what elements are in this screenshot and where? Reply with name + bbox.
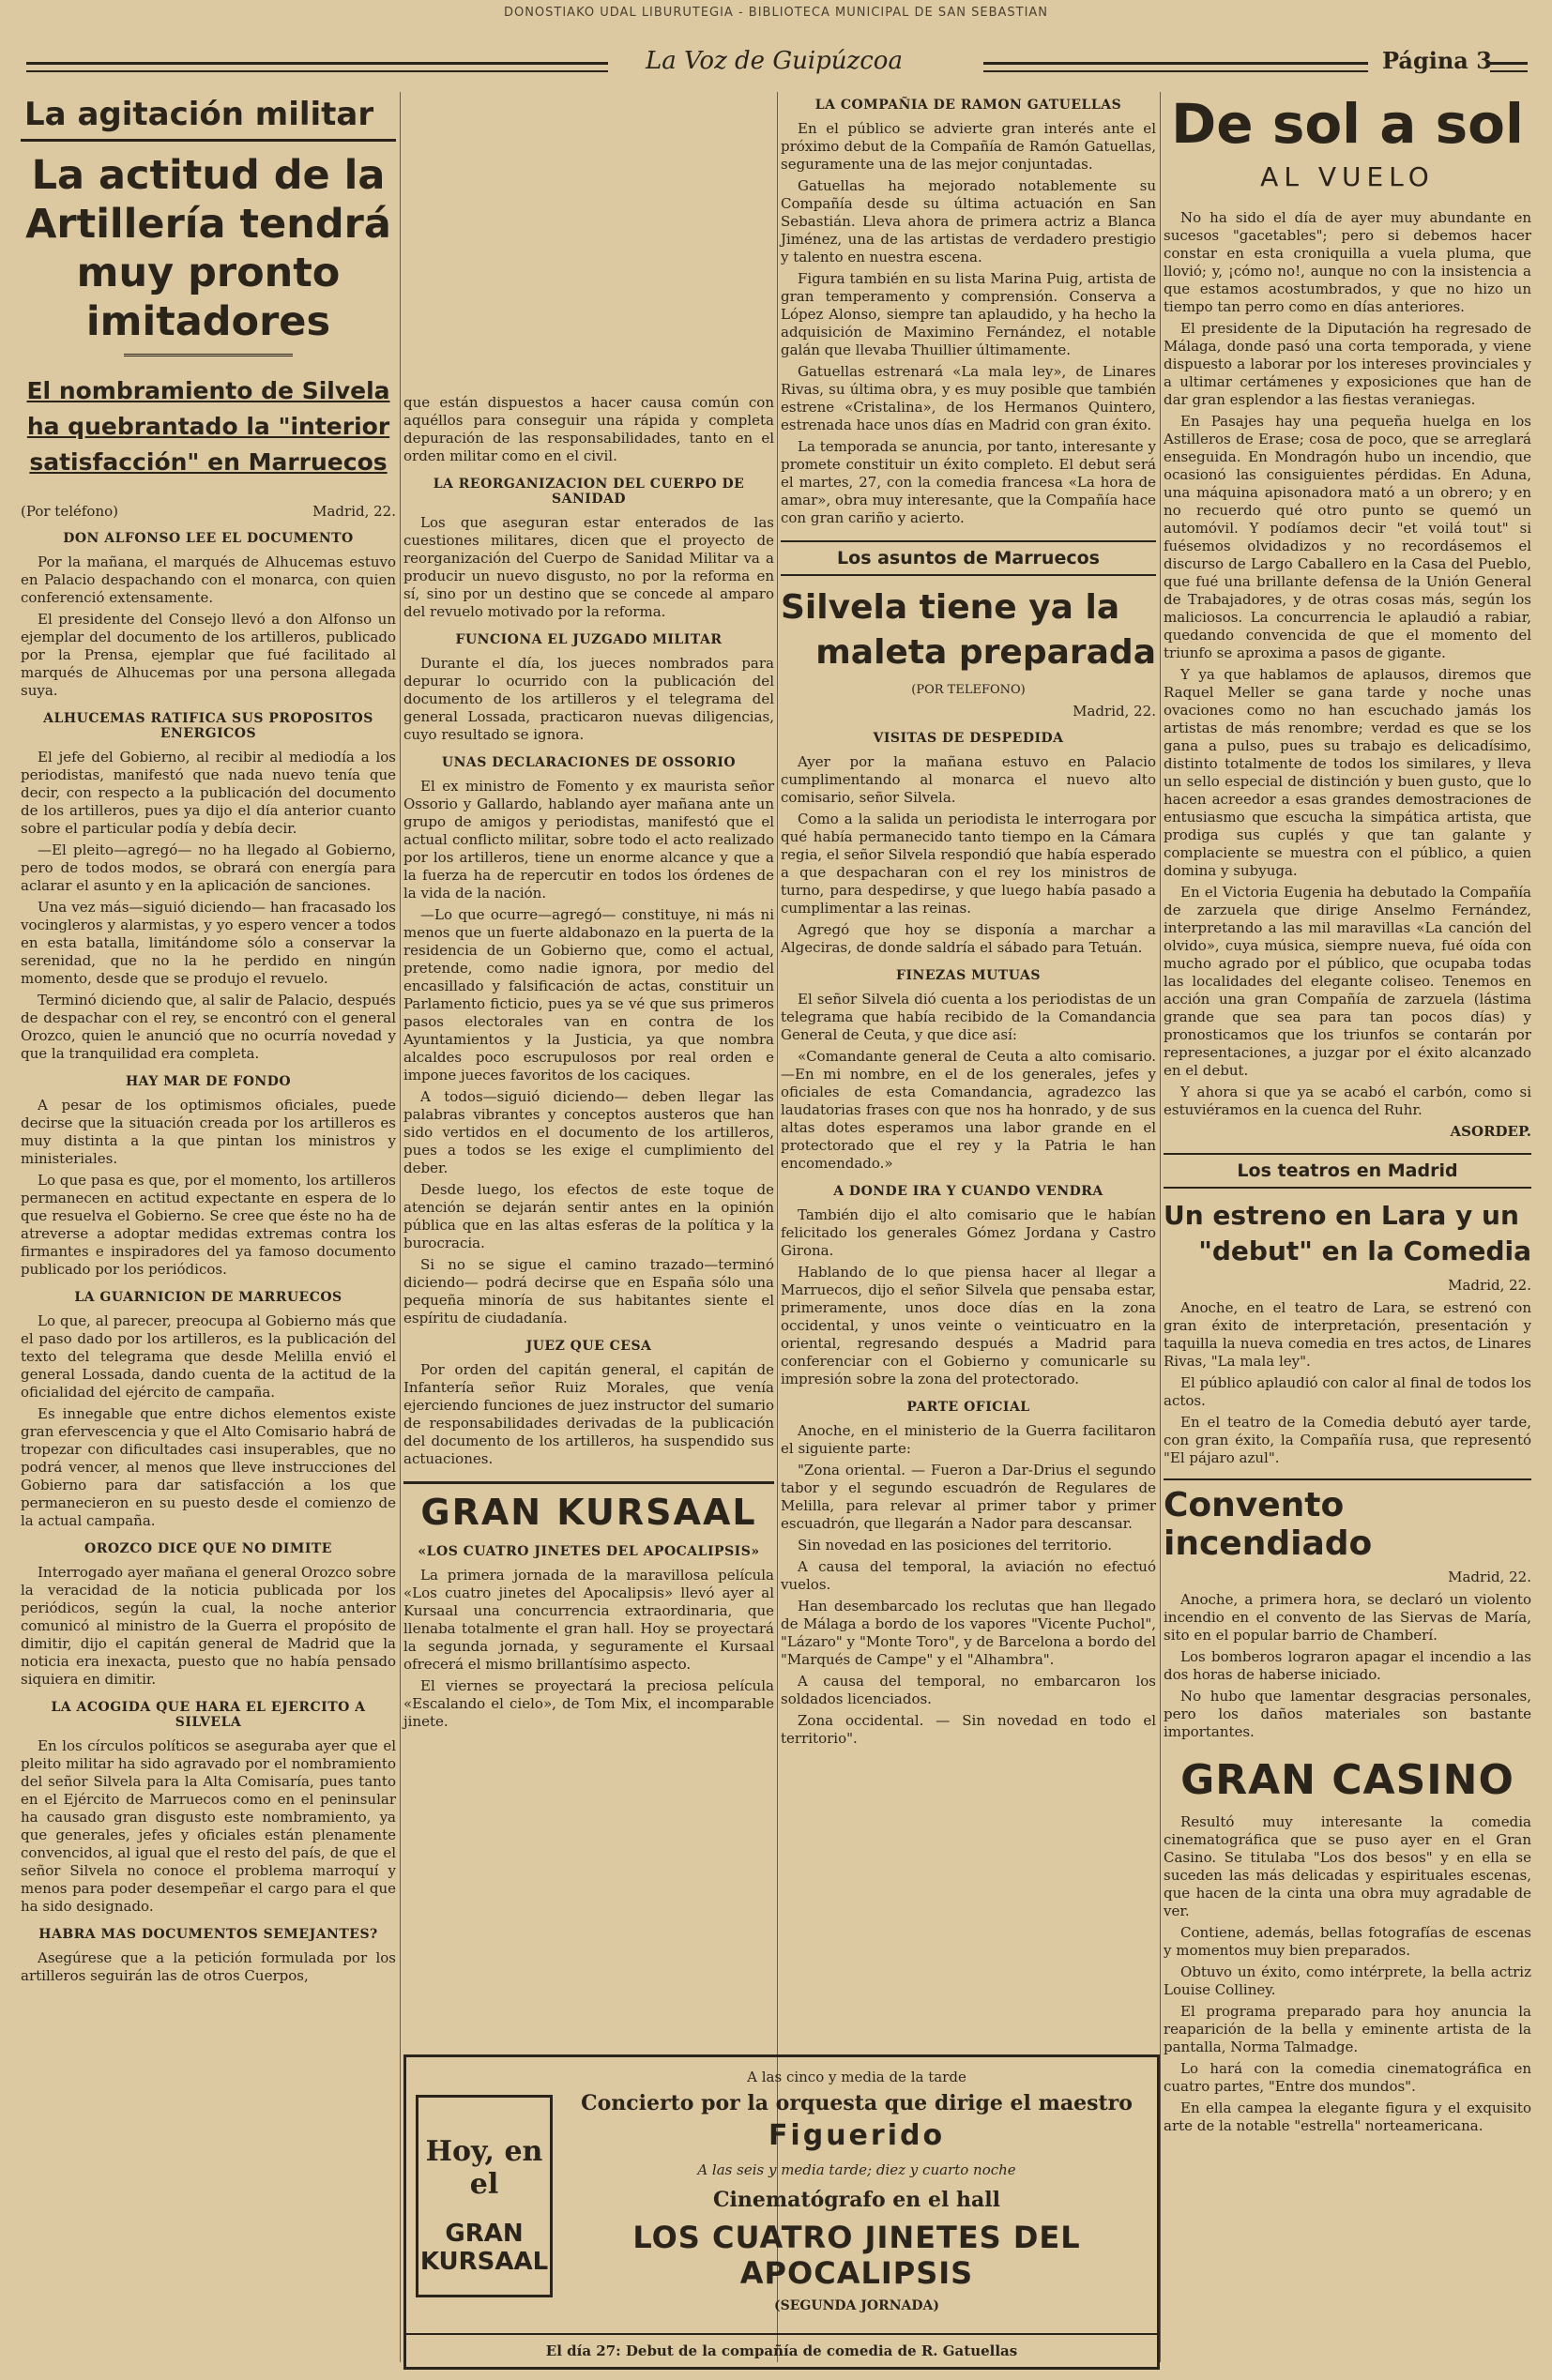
paragraph: En el teatro de la Comedia debutó ayer tarde, con gran éxito, la Compañía rusa, que representó "El pájaro azul". [1164,1414,1531,1466]
paragraph: Y ahora si que ya se acabó el carbón, como si estuviéramos en la cuenca del Ruhr. [1164,1084,1531,1118]
paragraph: Si no se sigue el camino trazado—terminó diciendo— podrá decirse que en España sólo una pequeña minoría de sus habitantes siente el espíritu de ciudadanía. [403,1256,774,1326]
paragraph: No hubo que lamentar desgracias personales, pero los daños materiales son bastante importantes. [1164,1688,1531,1740]
paragraph: —El pleito—agregó— no ha llegado al Gobierno, pero de todos modos, se obrará con energía para aclarar el asunto y en la aplicación de sanciones. [21,841,396,894]
article-subtitle: LA ACOGIDA QUE HARA EL EJERCITO A SILVELA [51,1700,366,1730]
article-subtitle: HAY MAR DE FONDO [125,1074,292,1089]
paragraph: Hablando de lo que piensa hacer al llegar a Marruecos, dijo el señor Silvela que pensaba estar, primeramente, unos doce días en la zona occidental, y unos veinte o veinticuatro en la oriental, regresando después a Madrid para conferenciar con el Gobierno y comunicarle su impresión sobre la zona del protectorado. [781,1264,1156,1387]
paragraph: Desde luego, los efectos de este toque de atención se dejarán sentir antes en la opinión pública que en las altas esferas de la política y la burocracia. [403,1181,774,1251]
paragraph: Ayer por la mañana estuvo en Palacio cumplimentando al monarca el nuevo alto comisario, señor Silvela. [781,753,1156,806]
paragraph: —Lo que ocurre—agregó— constituye, ni más ni menos que un fuerte aldabonazo en la puerta de la residencia de un Gobierno que, como el actual, pretende, como nadie ignora, por medio del encasillado y falsificación de actas, constituir un Parlamento ficticio, pues ya se vé que sus primeros pasos electorales van en contra de los Ayuntamientos y la Justicia, ya que nombra alcaldes poco escrupulosos por real orden e impone jueces favoritos de los caciques. [403,906,774,1084]
paragraph: La temporada se anuncia, por tanto, interesante y promete constituir un éxito completo. El debut será el martes, 27, con la comedia francesa «La hora de amar», obra muy interesante, que la Compañía hace con gran cariño y acierto. [781,438,1156,526]
article-subtitle: JUEZ QUE CESA [525,1339,652,1354]
paragraph: Anoche, en el ministerio de la Guerra facilitaron el siguiente parte: [781,1422,1156,1457]
article-subtitle: PARTE OFICIAL [906,1400,1030,1415]
paragraph: Como a la salida un periodista le interrogara por qué había permanecido tanto tiempo en la Cámara regia, el señor Silvela respondió que había esperado a que despacharan con el rey los ministros de turno, para despedirse, y que luego había pasado a cumplimentar a las reinas. [781,811,1156,917]
article-subtitle: LA COMPAÑIA DE RAMON GATUELLAS [814,98,1122,113]
column-rule [777,92,778,2362]
article-subtitle: LA GUARNICION DE MARRUECOS [74,1290,342,1305]
paragraph: El ex ministro de Fomento y ex maurista señor Ossorio y Gallardo, hablando ayer mañana ante un grupo de amigos y periodistas, manifestó que el actual conflicto militar, sobre todo el acto realizado por los artilleros, tiene un enorme alcance y que a la fuerza ha de repercutir en todos los órdenes de la vida de la nación. [403,778,774,902]
masthead [26,45,1528,83]
silvela-headline [781,585,1156,675]
author-signature: ASORDEP. [1450,1123,1531,1140]
dateline: Madrid, 22. [1448,1569,1531,1585]
paragraph: La primera jornada de la maravillosa película «Los cuatro jinetes del Apocalipsis» llevó ayer al Kursaal una concurrencia extraordinaria, que llenaba totalmente el gran hall. Hoy se proyectará la segunda jornada, y seguramente el Kursaal ofrecerá el mismo brillantísimo aspecto. [403,1567,774,1673]
column-rule [400,92,401,2362]
ad-line: Concierto por la orquesta que dirige el maestro [581,2091,1133,2115]
column-4 [1164,92,1531,2139]
ad-badge-line-2: GRAN KURSAAL [419,2220,549,2276]
dateline [21,503,396,520]
section-header: Los teatros en Madrid [1164,1153,1531,1189]
paragraph: Es innegable que entre dichos elementos existe gran efervescencia y que el Alto Comisario habrá de tropezar con dificultades casi insuperables, que no podrá vencer, al menos que lleve instrucciones del Gobierno para dar satisfacción a los que permanecieron en su puesto desde el comienzo de la actual campaña. [21,1405,396,1529]
paragraph: El programa preparado para hoy anuncia la reaparición de la bella y eminente artista de la pantalla, Norma Talmadge. [1164,2003,1531,2055]
paragraph: A pesar de los optimismos oficiales, puede decirse que la situación creada por los artilleros es muy distinta a la que pintan los ministros y ministeriales. [21,1097,396,1167]
paragraph: En Pasajes hay una pequeña huelga en los Astilleros de Erase; cosa de poco, que se arreglará enseguida. En Mondragón hubo un incendio, que ocasionó las consiguientes pérdidas. En Aduna, una máquina apisonadora mató a un obrero; y en no recuerdo qué otro punto se quemó un automóvil. Y podíamos decir "et voilá tout" si fuésemos olvidadizos y no recordásemos el discurso de Largo Caballero en la Casa del Pueblo, que fué una brillante defensa de la Unión General de Trabajadores, y de otras cosas más, según los maliciosos. La concurrencia le aplaudió a rabiar, quedando convencida de que el momento del triunfo se aproxima a pasos de gigante. [1164,413,1531,661]
archive-stamp: DONOSTIAKO UDAL LIBURUTEGIA - BIBLIOTECA MUNICIPAL DE SAN SEBASTIAN [503,6,1049,20]
column-1 [21,92,396,1989]
headline-line-2: maleta preparada [815,633,1156,672]
paragraph: que están dispuestos a hacer causa común con aquéllos para conseguir una rápida y completa depuración de las responsabilidades, tanto en el orden militar como en el civil. [403,394,774,464]
paragraph: Por orden del capitán general, el capitán de Infantería señor Ruiz Morales, que venía ejerciendo funciones de juez instructor del sumario de responsabilidades derivadas de la publicación del documento de los artilleros, ha suspendido sus actuaciones. [403,1361,774,1467]
paragraph: En el público se advierte gran interés ante el próximo debut de la Compañía de Ramón Gatuellas, seguramente una de las mejor conjuntadas. [781,120,1156,173]
ad-line: (SEGUNDA JORNADA) [774,2298,939,2313]
paragraph: A causa del temporal, no embarcaron los soldados licenciados. [781,1673,1156,1707]
ad-footer: El día 27: Debut de la compañía de comedia de R. Gatuellas [406,2333,1157,2367]
headline-line-1: Un estreno en Lara y un [1164,1200,1519,1231]
article-subtitle: FINEZAS MUTUAS [896,968,1041,983]
paragraph: Han desembarcado los reclutas que han llegado de Málaga a bordo de los vapores "Vicente Puchol", "Lázaro" y "Monte Toro", y de Barcelona a bordo del "Marqués de Campe" y el "Alhambra". [781,1598,1156,1668]
dateline: Madrid, 22. [1448,1277,1531,1294]
kursaal-headline: GRAN KURSAAL [403,1481,774,1533]
paragraph: Gatuellas estrenará «La mala ley», de Linares Rivas, su última obra, y es muy posible que también estrene «Cristalina», de los Hermanos Quintero, estrenada hace unos días en Madrid con gran éxito. [781,363,1156,433]
masthead-rule-end [1490,62,1528,72]
paragraph: El presidente de la Diputación ha regresado de Málaga, donde pasó una corta temporada, y viene dispuesto a laborar por los intereses provinciales y a ultimar certámenes y exposiciones que han de dar gran esplendor a las fiestas veraniegas. [1164,320,1531,408]
paragraph: Sin novedad en las posiciones del territorio. [798,1537,1112,1554]
section-header: Los asuntos de Marruecos [781,540,1156,576]
sub-headline: El nombramiento de Silvela ha quebrantado la "interior satisfacción" en Marruecos [26,377,390,476]
paragraph: «Comandante general de Ceuta a alto comisario.—En mi nombre, en el de los generales, jefes y oficiales de esta Comandancia, agradezco las laudatorias frases con que nos ha honrado, y de sus altas dotes esperamos una labor grande en el protectorado que el rey y la Patria le han encomendado.» [781,1048,1156,1172]
paragraph: Lo que, al parecer, preocupa al Gobierno más que el paso dado por los artilleros, es la publicación del texto del telegrama que desde Melilla envió el general Lossada, dando cuenta de la actitud de la oficialidad del ejército de campaña. [21,1312,396,1401]
ad-conductor-name: Figuerido [768,2119,946,2152]
newspaper-name: La Voz de Guipúzcoa [646,47,903,75]
paragraph: Durante el día, los jueces nombrados para depurar lo ocurrido con la publicación del documento de los artilleros y el telegrama del general Lossada, practicaron nuevas diligencias, cuyo resultado se ignora. [403,655,774,743]
paragraph: Interrogado ayer mañana el general Orozco sobre la veracidad de la noticia publicada por los periódicos, según la cual, la noche anterior comunicó al ministro de la Guerra el propósito de dimitir, dijo el capitán general de Madrid que la noticia era inexacta, puesto que no había pensado siquiera en dimitir. [21,1564,396,1688]
ad-line: Cinematógrafo en el hall [713,2188,1000,2212]
column-3 [781,92,1156,1751]
byline: (POR TELEFONO) [911,683,1026,697]
headline-rule [124,354,293,356]
byline: (Por teléfono) [21,503,119,520]
lara-headline [1164,1198,1531,1269]
paragraph: El público aplaudió con calor al final de todos los actos. [1164,1374,1531,1409]
paragraph: Anoche, en el teatro de Lara, se estrenó con gran éxito de interpretación, presentación y taquilla la nueva comedia en tres actos, de Linares Rivas, "La mala ley". [1164,1299,1531,1370]
article-subtitle: DON ALFONSO LEE EL DOCUMENTO [63,531,354,546]
ad-badge-line-1: Hoy, en el [425,2135,543,2201]
article-subtitle: OROZCO DICE QUE NO DIMITE [84,1541,332,1556]
main-headline: La actitud de la Artillería tendrá muy pronto imitadores [25,152,391,345]
paragraph: Por la mañana, el marqués de Alhucemas estuvo en Palacio despachando con el monarca, con quien conferenció extensamente. [21,553,396,606]
masthead-rule-right [983,62,1368,72]
paragraph: En el Victoria Eugenia ha debutado la Compañía de zarzuela que dirige Anselmo Fernández, interpretando a las mil maravillas «La canción del olvido», cuya música, siempre nueva, fué oída con mucho agrado por el público, que ocupaba todas las localidades del elegante coliseo. Tenemos en acción una gran Compañía de zarzuela (lástima grande que sea para tan pocos días) y pronosticamos que los triunfos se contarán por representaciones, a juzgar por el éxito alcanzado en el debut. [1164,884,1531,1079]
paragraph: El presidente del Consejo llevó a don Alfonso un ejemplar del documento de los artilleros, publicado por la Prensa, ejemplar que fué facilitado al marqués de Alhucemas por una persona allegada suya. [21,611,396,699]
section-kicker: La agitación militar [21,92,396,142]
column-rule [1160,92,1161,2362]
paragraph: A causa del temporal, la aviación no efectuó vuelos. [781,1558,1156,1593]
paragraph: No ha sido el día de ayer muy abundante en sucesos "gacetables"; pero si debemos hacer constar en esta croniquilla a vuela pluma, que llovió; y, ¡cómo no!, aunque no con la insistencia a que estamos acostumbrados, y que no hizo un tiempo tan perro como en días anteriores. [1164,209,1531,315]
paragraph: El señor Silvela dió cuenta a los periodistas de un telegrama que había recibido de la Comandancia General de Ceuta, y que dice así: [781,991,1156,1043]
kursaal-advertisement [403,2054,1160,2370]
paragraph: "Zona oriental. — Fueron a Dar-Drius el segundo tabor y el segundo escuadrón de Regulares de Melilla, para relevar al primer tabor y primer escuadrón, que llegarán a Nador para descansar. [781,1462,1156,1532]
article-subtitle: FUNCIONA EL JUZGADO MILITAR [455,632,723,647]
paragraph: Asegúrese que a la petición formulada por los artilleros seguirán las de otros Cuerpos, [21,1949,396,1984]
article-subtitle: UNAS DECLARACIONES DE OSSORIO [441,755,737,770]
paragraph: Contiene, además, bellas fotografías de escenas y momentos muy bien preparados. [1164,1924,1531,1959]
ad-film-title: LOS CUATRO JINETES DEL APOCALIPSIS [632,2220,1081,2291]
column-headline: De sol a sol [1171,92,1524,156]
paragraph: En ella campea la elegante figura y el exquisito arte de la notable "estrella" norteamericana. [1164,2100,1531,2134]
casino-headline: GRAN CASINO [1180,1756,1514,1804]
paragraph: También dijo el alto comisario que le habían felicitado los generales Gómez Jordana y Castro Girona. [781,1206,1156,1259]
masthead-rule-left [26,62,608,72]
paragraph: Lo que pasa es que, por el momento, los artilleros permanecen en actitud expectante en espera de lo que resuelva el Gobierno. Se cree que éste no ha de atreverse a adoptar medidas extremas contra los firmantes e inspiradores del ya famoso documento publicado por los periódicos. [21,1172,396,1278]
paragraph: En los círculos políticos se aseguraba ayer que el pleito militar ha sido agravado por el nombramiento del señor Silvela para la Alta Comisaría, pues tanto en el Ejército de Marruecos como en el peninsular ha causado gran disgusto este nombramiento, ya que generales, jefes y oficiales están plenamente convencidos, al igual que el resto del país, de que el señor Silvela no conoce el problema marroquí y menos para poder desempeñar el cargo para el que ha sido designado. [21,1737,396,1915]
ad-line: A las seis y media tarde; diez y cuarto noche [697,2161,1016,2178]
paragraph: Terminó diciendo que, al salir de Palacio, después de despachar con el rey, se encontró con el general Orozco, quien le anunció que no ocurría novedad y que la tranquilidad era completa. [21,992,396,1062]
paragraph: Resultó muy interesante la comedia cinematográfica que se puso ayer en el Gran Casino. Se titulaba "Los dos besos" y en ella se suceden las más delicadas y espirituales escenas, que hacen de la cinta una obra muy agradable de ver. [1164,1813,1531,1919]
article-subtitle: LA REORGANIZACION DEL CUERPO DE SANIDAD [433,477,745,507]
article-subtitle: HABRA MAS DOCUMENTOS SEMEJANTES? [38,1927,378,1942]
ad-badge [416,2095,553,2297]
paragraph: Zona occidental. — Sin novedad en todo el territorio". [781,1712,1156,1747]
paragraph: El jefe del Gobierno, al recibir al mediodía a los periodistas, manifestó que nada nuevo tenía que decir, con respecto a la publicación del documento de los artilleros, pues ya dijo el día anterior cuanto sobre el particular podía y debía decir. [21,749,396,837]
paragraph: A todos—siguió diciendo— deben llegar las palabras vibrantes y conceptos austeros que han sido vertidos en el documento de los artilleros, pues a todos se les exige el cumplimiento del deber. [403,1088,774,1176]
dateline: Madrid, 22. [1073,703,1156,720]
paragraph: Obtuvo un éxito, como intérprete, la bella actriz Louise Colliney. [1164,1963,1531,1998]
ad-line: A las cinco y media de la tarde [747,2069,966,2085]
paragraph: Los bomberos lograron apagar el incendio a las dos horas de haberse iniciado. [1164,1648,1531,1683]
paragraph: Gatuellas ha mejorado notablemente su Compañía desde su última actuación en San Sebastián. Lleva ahora de primera actriz a Blanca Jiménez, una de las artistas de verdadero prestigio y talento en nuestra escena. [781,177,1156,265]
paragraph: Lo hará con la comedia cinematográfica en cuatro partes, "Entre dos mundos". [1164,2060,1531,2095]
article-subtitle: ALHUCEMAS RATIFICA SUS PROPOSITOS ENERGICOS [43,711,373,741]
headline-line-2: "debut" en la Comedia [1198,1235,1531,1266]
column-2 [403,394,774,1735]
paragraph: Anoche, a primera hora, se declaró un violento incendio en el convento de las Siervas de María, sito en el popular barrio de Chamberí. [1164,1591,1531,1644]
column-subheadline: AL VUELO [1260,161,1435,192]
paragraph: Figura también en su lista Marina Puig, artista de gran temperamento y comprensión. Conserva a López Alonso, siempre tan aplaudido, y ha hecho la adquisición de Maximino Fernández, el notable galán que llevaba Thuillier últimamente. [781,270,1156,358]
paragraph: Los que aseguran estar enterados de las cuestiones militares, dicen que el proyecto de reorganización del Cuerpo de Sanidad Militar va a producir un nuevo disgusto, no por la reforma en sí, sino por un destino que se concede al amparo del revuelo motivado por la reforma. [403,514,774,620]
page-number: Página 3 [1382,47,1492,74]
article-subtitle: A DONDE IRA Y CUANDO VENDRA [833,1184,1103,1199]
convento-headline: Convento incendiado [1164,1478,1531,1563]
article-subtitle: «LOS CUATRO JINETES DEL APOCALIPSIS» [418,1544,760,1559]
paragraph: Y ya que hablamos de aplausos, diremos que Raquel Meller se gana tarde y noche unas ovaciones como no han escuchado jamás los artistas de más renombre; verdad es que se los gana a pulso, pues su trabajo es delicadísimo, distinto totalmente de todos los similares, y lleva un sello especial de distinción y buen gusto, que lo hacen acreedor a esas grandes demostraciones de entusiasmo que escucha la simpática artista, que prodiga sus cuplés y que tan galante y complaciente se muestra con el público, a quien domina y subyuga. [1164,666,1531,879]
dateline-place: Madrid, 22. [312,503,396,520]
paragraph: El viernes se proyectará la preciosa película «Escalando el cielo», de Tom Mix, el incomparable jinete. [403,1677,774,1730]
headline-line-1: Silvela tiene ya la [781,588,1120,627]
ad-body [566,2057,1148,2313]
paragraph: Una vez más—siguió diciendo— han fracasado los vocingleros y alarmistas, y yo espero vencer a todos en esta batalla, limitándome sólo a conservar la serenidad, que no la he perdido en ningún momento, desde que se produjo el revuelo. [21,899,396,987]
paragraph: Agregó que hoy se disponía a marchar a Algeciras, de donde saldría el sábado para Tetuán. [781,921,1156,956]
article-subtitle: VISITAS DE DESPEDIDA [873,731,1064,746]
